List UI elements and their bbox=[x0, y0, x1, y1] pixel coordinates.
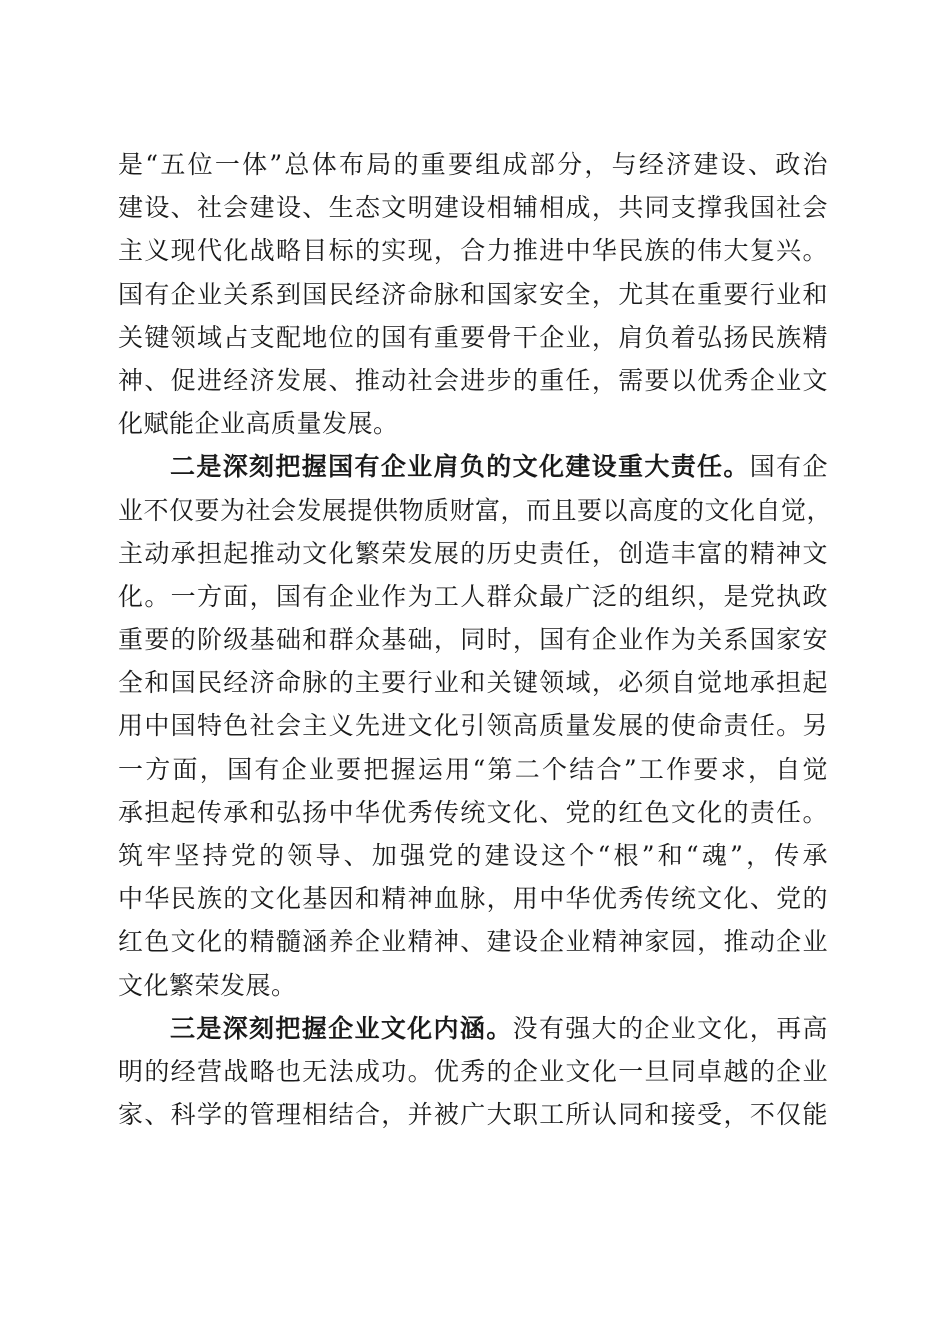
text-line bbox=[118, 273, 828, 316]
text-line bbox=[118, 920, 828, 963]
line-text: 明的经营战略也无法成功。优秀的企业文化一旦同卓越的企业 bbox=[118, 1056, 828, 1086]
document-body bbox=[118, 143, 833, 1136]
line-text: 神、促进经济发展、推动社会进步的重任，需要以优秀企业文 bbox=[118, 365, 828, 395]
line-text: 重要的阶级基础和群众基础，同时，国有企业作为关系国家安 bbox=[118, 625, 828, 655]
line-text: 家、科学的管理相结合，并被广大职工所认同和接受，不仅能 bbox=[118, 1100, 828, 1130]
text-line bbox=[118, 575, 828, 618]
line-text: 红色文化的精髓涵养企业精神、建设企业精神家园，推动企业 bbox=[118, 927, 828, 957]
line-text: 建设、社会建设、生态文明建设相辅相成，共同支撑我国社会 bbox=[118, 193, 828, 223]
line-text: 是“五位一体”总体布局的重要组成部分，与经济建设、政治 bbox=[118, 150, 828, 179]
line-text: 筑牢坚持党的领导、加强党的建设这个“根”和“魂”，传承 bbox=[118, 841, 828, 870]
line-text: 主义现代化战略目标的实现，合力推进中华民族的伟大复兴。 bbox=[118, 236, 828, 266]
line-text: 主动承担起推动文化繁荣发展的历史责任，创造丰富的精神文 bbox=[118, 538, 828, 568]
line-text: 业不仅要为社会发展提供物质财富，而且要以高度的文化自觉， bbox=[118, 495, 833, 525]
text-line bbox=[118, 143, 828, 186]
paragraph-heading: 三是深刻把握企业文化内涵。 bbox=[170, 1013, 513, 1043]
text-line bbox=[118, 877, 828, 920]
text-line bbox=[118, 1093, 828, 1136]
line-text: 文化繁荣发展。 bbox=[118, 970, 297, 1000]
text-line bbox=[118, 229, 828, 272]
text-line bbox=[118, 964, 828, 1007]
paragraph-start-line bbox=[118, 1007, 828, 1050]
text-line bbox=[118, 748, 828, 791]
text-line bbox=[118, 661, 828, 704]
line-text: 化。一方面，国有企业作为工人群众最广泛的组织，是党执政 bbox=[118, 581, 828, 611]
line-text: 全和国民经济命脉的主要行业和关键领域，必须自觉地承担起 bbox=[118, 668, 828, 698]
line-text: 一方面，国有企业要把握运用“第二个结合”工作要求，自觉 bbox=[118, 754, 828, 784]
line-text: 用中国特色社会主义先进文化引领高质量发展的使命责任。另 bbox=[118, 711, 828, 741]
text-line bbox=[118, 618, 828, 661]
paragraph-start-line bbox=[118, 445, 828, 488]
text-line bbox=[118, 359, 828, 402]
line-text: 国有企 bbox=[749, 452, 828, 482]
line-text: 中华民族的文化基因和精神血脉，用中华优秀传统文化、党的 bbox=[118, 884, 828, 914]
text-line bbox=[118, 834, 828, 877]
text-line bbox=[118, 316, 828, 359]
line-text: 国有企业关系到国民经济命脉和国家安全，尤其在重要行业和 bbox=[118, 279, 828, 309]
text-line bbox=[118, 402, 828, 445]
line-text: 承担起传承和弘扬中华优秀传统文化、党的红色文化的责任。 bbox=[118, 797, 828, 827]
text-line bbox=[118, 1050, 828, 1093]
line-text: 关键领域占支配地位的国有重要骨干企业，肩负着弘扬民族精 bbox=[118, 322, 828, 352]
text-line bbox=[118, 791, 828, 834]
text-line bbox=[118, 186, 828, 229]
text-line bbox=[118, 704, 828, 747]
line-text: 没有强大的企业文化，再高 bbox=[512, 1013, 828, 1043]
line-text: 化赋能企业高质量发展。 bbox=[118, 409, 399, 439]
text-line bbox=[118, 532, 828, 575]
text-line bbox=[118, 489, 833, 532]
paragraph-heading: 二是深刻把握国有企业肩负的文化建设重大责任。 bbox=[170, 452, 750, 482]
